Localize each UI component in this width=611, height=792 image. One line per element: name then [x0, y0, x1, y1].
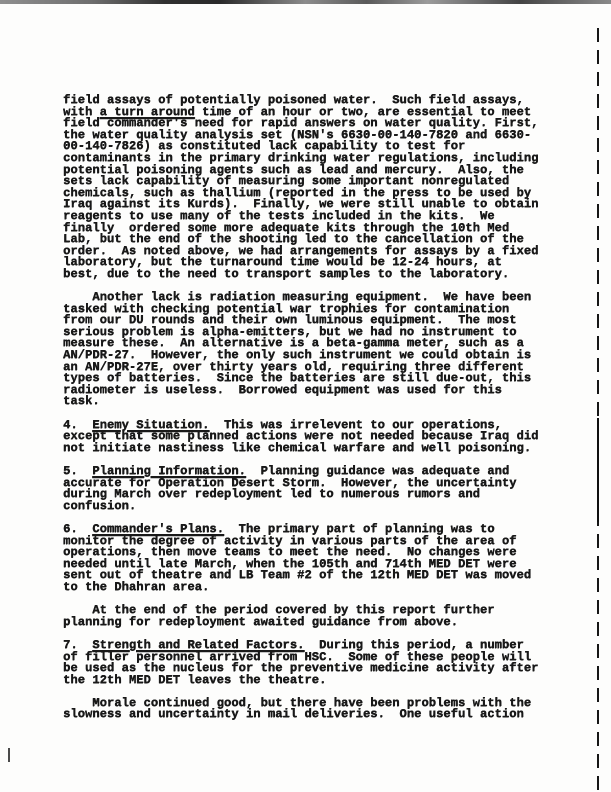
text-run: sent out of theatre and LB Team #2 of the 12th MED DET was moved: [63, 568, 532, 583]
text-run: during March over redeployment led to numerous rumors and: [63, 487, 480, 502]
text-run: Lab, but the end of the shooting led to the cancellation of the: [63, 232, 524, 247]
text-line: [63, 579, 549, 594]
text-run: 5.: [63, 464, 93, 478]
text-line: [63, 440, 549, 455]
text-line: [63, 709, 549, 721]
underlined-text: Planning Information.: [92, 464, 246, 478]
text-run: needed until late March, when the 105th and 714th MED DET were: [63, 556, 517, 571]
text-line: [63, 498, 549, 513]
text-run: except that some planned actions were not needed because Iraq did: [63, 429, 539, 444]
text-run: time of an hour or two, are essential to meet: [194, 104, 532, 119]
text-run: accurate for Operation Desert Storm. However, the uncertainty: [63, 475, 517, 490]
text-run: with: [63, 104, 100, 119]
text-run: the water quality analysis set (NSN's 6630-00-140-7820 and 6630-: [63, 127, 532, 142]
text-run: tasked with checking potential war trophies for contamination: [63, 301, 510, 316]
text-run: serious problem is alpha-emitters, but we had no instrument to: [63, 324, 517, 339]
text-run: 00-140-7826) as constituted lack capability to test for: [63, 139, 466, 154]
text-run: task.: [63, 394, 100, 409]
text-run: slowness and uncertainty in mail deliveries. One useful action: [63, 707, 524, 722]
text-run: The primary part of planning was to: [223, 521, 495, 536]
text-run: During this period, a number: [304, 637, 524, 652]
section-5-planning-information: [63, 466, 549, 512]
underlined-text: a turn around: [99, 104, 195, 119]
text-run: 6.: [63, 521, 93, 536]
text-run: not initiate nastiness like chemical warfare and well poisoning.: [63, 440, 532, 455]
text-line: [63, 672, 549, 687]
text-run: chemicals, such as thallium (reported in the press to be used by: [63, 185, 532, 200]
text-run: monitor the degree of activity in various parts of the area of: [63, 533, 517, 548]
text-run: measure these. An alternative is a beta-gamma meter, such as a: [63, 336, 524, 351]
text-run: 4.: [63, 417, 93, 432]
section-7-strength-related-factors: [63, 637, 549, 687]
scan-artifact-left-margin-tick: [8, 748, 10, 762]
para-end-of-period: [63, 605, 549, 628]
text-run: Iraq against its Kurds). Finally, we were still unable to obtain: [63, 197, 539, 212]
text-line: [63, 382, 549, 397]
text-run: AN/PDR-27. However, the only such instrument we could obtain is: [63, 348, 532, 363]
text-run: best, due to the need to transport samples to the laboratory.: [63, 266, 510, 281]
scan-artifact-right-dashed-line: [597, 28, 599, 792]
text-run: finally ordered some more adequate kits through the 10th Med: [63, 220, 510, 235]
text-run: from our DU rounds and their own luminous equipment. The most: [63, 313, 517, 328]
text-line: [63, 614, 549, 629]
text-run: operations, then move teams to meet the need. No changes were: [63, 545, 517, 560]
section-4-enemy-situation: [63, 417, 549, 455]
text-run: field commander's need for rapid answers on water quality. First,: [63, 116, 539, 131]
text-run: At the end of the period covered by this report further: [63, 603, 495, 618]
para-morale: [63, 695, 549, 722]
text-run: sets lack capability of measuring some important nonregulated: [63, 174, 510, 189]
section-6-commanders-plans: [63, 521, 549, 594]
scan-artifact-top-edge-band: [0, 0, 611, 4]
document-text: [63, 95, 549, 733]
para-radiation-equipment: [63, 292, 549, 408]
text-run: the 12th MED DET leaves the theatre.: [63, 672, 327, 687]
scan-artifact-right-solid-line: [597, 418, 599, 522]
text-run: types of batteries. Since the batteries are still due-out, this: [63, 371, 532, 386]
text-run: Morale continued good, but there have been problems with the: [63, 695, 532, 710]
text-run: radiometer is useless. Borrowed equipment was used for this: [63, 382, 502, 397]
text-run: potential poisoning agents such as lead and mercury. Also, the: [63, 162, 524, 177]
text-run: to the Dhahran area.: [63, 579, 210, 594]
text-run: 7.: [63, 637, 93, 652]
text-run: of filler personnel arrived from HSC. Some of these people will: [63, 649, 532, 664]
text-run: planning for redeployment awaited guidance from above.: [63, 614, 458, 629]
text-run: order. As noted above, we had arrangements for assays by a fixed: [63, 243, 539, 258]
text-run: Planning guidance was adequate and: [245, 464, 510, 478]
underlined-text: Commander's Plans.: [92, 521, 224, 536]
underlined-text: Strength and Related Factors.: [92, 637, 305, 652]
underlined-text: Enemy Situation.: [92, 417, 210, 432]
text-run: confusion.: [63, 498, 137, 513]
text-run: be used as the nucleus for the preventive medicine activity after: [63, 661, 539, 676]
text-run: This was irrelevent to our operations,: [209, 417, 502, 432]
text-run: an AN/PDR-27E, over thirty years old, requiring three different: [63, 359, 524, 374]
text-run: Another lack is radiation measuring equipment. We have been: [63, 290, 532, 305]
text-run: reagents to use many of the tests included in the kits. We: [63, 208, 495, 223]
para-field-assays: [63, 95, 549, 281]
text-line: [63, 396, 549, 408]
text-line: [63, 266, 549, 281]
text-run: contaminants in the primary drinking water regulations, including: [63, 150, 539, 165]
text-run: field assays of potentially poisoned water. Such field assays,: [63, 93, 524, 107]
text-run: laboratory, but the turnaround time would be 12-24 hours, at: [63, 255, 502, 270]
